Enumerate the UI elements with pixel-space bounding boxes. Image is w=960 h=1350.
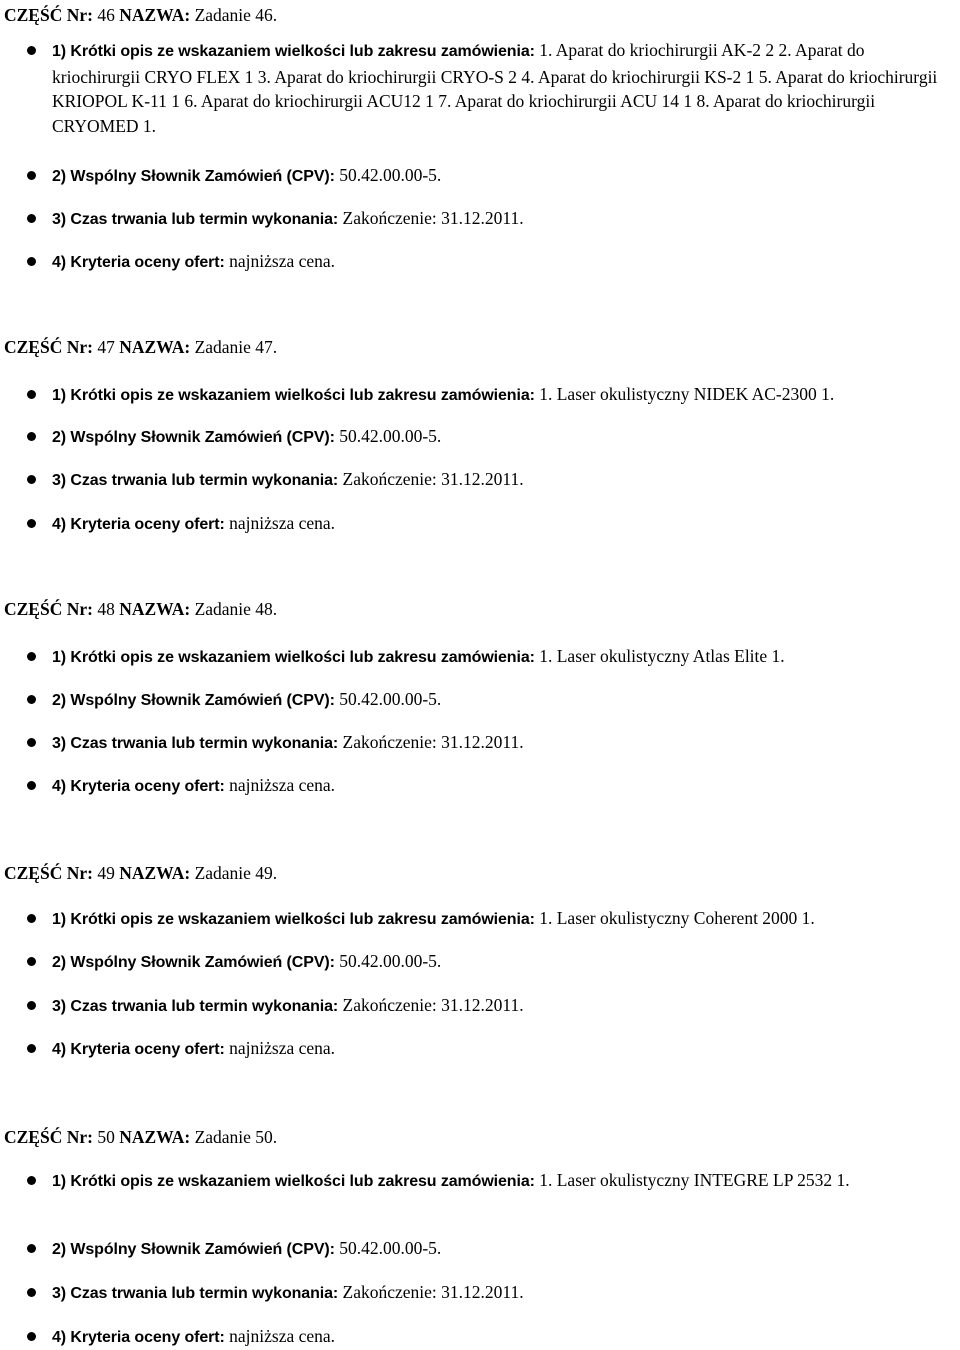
bullet-icon [27,46,36,55]
cpv-text [52,424,952,450]
bullet-icon [27,781,36,790]
term-text [52,993,952,1019]
part-label: CZĘŚĆ [4,337,63,357]
bullet-icon [27,957,36,966]
bullet-icon [27,519,36,528]
bullet-icon [27,475,36,484]
term-label: 3) Czas trwania lub termin wykonania: [52,472,339,489]
term-value: Zakończenie: 31.12.2011. [342,469,524,489]
description-value: 1. Laser okulistyczny Atlas Elite 1. [539,646,785,666]
criteria-text [52,249,952,275]
cpv-label: 2) Wspólny Słownik Zamówień (CPV): [52,168,335,185]
term-text [52,467,952,493]
term-text [52,1280,952,1306]
bullet-icon [27,1176,36,1185]
description-text [52,906,952,932]
bullet-icon [27,1288,36,1297]
cpv-label: 2) Wspólny Słownik Zamówień (CPV): [52,954,335,971]
bullet-icon [27,1332,36,1341]
name-label: NAZWA: [119,337,191,357]
bullet-icon [27,171,36,180]
criteria-text [52,511,952,537]
term-text [52,730,952,756]
term-value: Zakończenie: 31.12.2011. [342,1282,524,1302]
part-header [4,4,277,26]
cpv-text [52,163,952,189]
term-value: Zakończenie: 31.12.2011. [342,208,524,228]
part-header [4,1126,277,1148]
description-value: 1. Laser okulistyczny Coherent 2000 1. [539,908,815,928]
name-label: NAZWA: [119,1127,191,1147]
criteria-text [52,1324,952,1350]
term-value: Zakończenie: 31.12.2011. [342,732,524,752]
description-label: 1) Krótki opis ze wskazaniem wielkości lub zakresu zamówienia: [52,649,535,666]
bullet-icon [27,738,36,747]
part-label: CZĘŚĆ [4,1127,63,1147]
description-label: 1) Krótki opis ze wskazaniem wielkości lub zakresu zamówienia: [52,911,535,928]
bullet-icon [27,1044,36,1053]
criteria-value: najniższa cena. [229,513,336,533]
name-label: NAZWA: [119,863,191,883]
bullet-icon [27,257,36,266]
cpv-value: 50.42.00.00-5. [339,951,442,971]
bullet-icon [27,914,36,923]
bullet-icon [27,1244,36,1253]
term-value: Zakończenie: 31.12.2011. [342,995,524,1015]
criteria-label: 4) Kryteria oceny ofert: [52,1329,225,1346]
description-value: 1. Aparat do kriochirurgii AK-2 2 2. Aparat do kriochirurgii CRYO FLEX 1 3. Aparat do kriochirurgii CRYO-S 2 4. Aparat do kriochirurgii KS-2 1 5. Aparat do kriochirurgii KRIOPOL K-11 1 6. Aparat do kriochirurgii ACU12 1 7. Aparat do kriochirurgii ACU 14 1 8. Aparat do kriochirurgii CRYOMED 1. [52,40,938,136]
criteria-label: 4) Kryteria oceny ofert: [52,516,225,533]
part-header [4,862,277,884]
part-name: Zadanie 48. [194,599,278,619]
nr-label: Nr: [66,863,93,883]
description-label: 1) Krótki opis ze wskazaniem wielkości lub zakresu zamówienia: [52,1173,535,1190]
criteria-text [52,1036,952,1062]
part-name: Zadanie 49. [194,863,278,883]
criteria-value: najniższa cena. [229,251,336,271]
description-value: 1. Laser okulistyczny INTEGRE LP 2532 1. [539,1170,850,1190]
cpv-value: 50.42.00.00-5. [339,165,442,185]
description-label: 1) Krótki opis ze wskazaniem wielkości lub zakresu zamówienia: [52,43,535,60]
part-header [4,598,277,620]
cpv-value: 50.42.00.00-5. [339,426,442,446]
term-text [52,206,952,232]
nr-label: Nr: [66,599,93,619]
bullet-icon [27,214,36,223]
description-text [52,1168,952,1194]
criteria-text [52,773,952,799]
bullet-icon [27,432,36,441]
part-label: CZĘŚĆ [4,599,63,619]
part-header [4,336,277,358]
term-label: 3) Czas trwania lub termin wykonania: [52,1285,339,1302]
description-text [52,38,952,138]
criteria-label: 4) Kryteria oceny ofert: [52,778,225,795]
cpv-text [52,949,952,975]
criteria-value: najniższa cena. [229,775,336,795]
part-number: 48 [97,599,115,619]
nr-label: Nr: [66,1127,93,1147]
term-label: 3) Czas trwania lub termin wykonania: [52,211,339,228]
cpv-value: 50.42.00.00-5. [339,1238,442,1258]
bullet-icon [27,695,36,704]
description-text [52,382,952,408]
term-label: 3) Czas trwania lub termin wykonania: [52,998,339,1015]
part-number: 46 [97,5,115,25]
bullet-icon [27,390,36,399]
criteria-label: 4) Kryteria oceny ofert: [52,254,225,271]
part-name: Zadanie 50. [194,1127,278,1147]
description-label: 1) Krótki opis ze wskazaniem wielkości lub zakresu zamówienia: [52,387,535,404]
description-value: 1. Laser okulistyczny NIDEK AC-2300 1. [539,384,835,404]
cpv-label: 2) Wspólny Słownik Zamówień (CPV): [52,1241,335,1258]
name-label: NAZWA: [119,5,191,25]
cpv-value: 50.42.00.00-5. [339,689,442,709]
description-text [52,644,952,670]
cpv-label: 2) Wspólny Słownik Zamówień (CPV): [52,692,335,709]
cpv-text [52,687,952,713]
nr-label: Nr: [66,5,93,25]
criteria-label: 4) Kryteria oceny ofert: [52,1041,225,1058]
criteria-value: najniższa cena. [229,1038,336,1058]
part-label: CZĘŚĆ [4,863,63,883]
nr-label: Nr: [66,337,93,357]
cpv-label: 2) Wspólny Słownik Zamówień (CPV): [52,429,335,446]
term-label: 3) Czas trwania lub termin wykonania: [52,735,339,752]
name-label: NAZWA: [119,599,191,619]
part-name: Zadanie 46. [194,5,278,25]
part-number: 47 [97,337,115,357]
bullet-icon [27,1001,36,1010]
cpv-text [52,1236,952,1262]
part-number: 50 [97,1127,115,1147]
part-label: CZĘŚĆ [4,5,63,25]
part-number: 49 [97,863,115,883]
bullet-icon [27,652,36,661]
part-name: Zadanie 47. [194,337,278,357]
criteria-value: najniższa cena. [229,1326,336,1346]
